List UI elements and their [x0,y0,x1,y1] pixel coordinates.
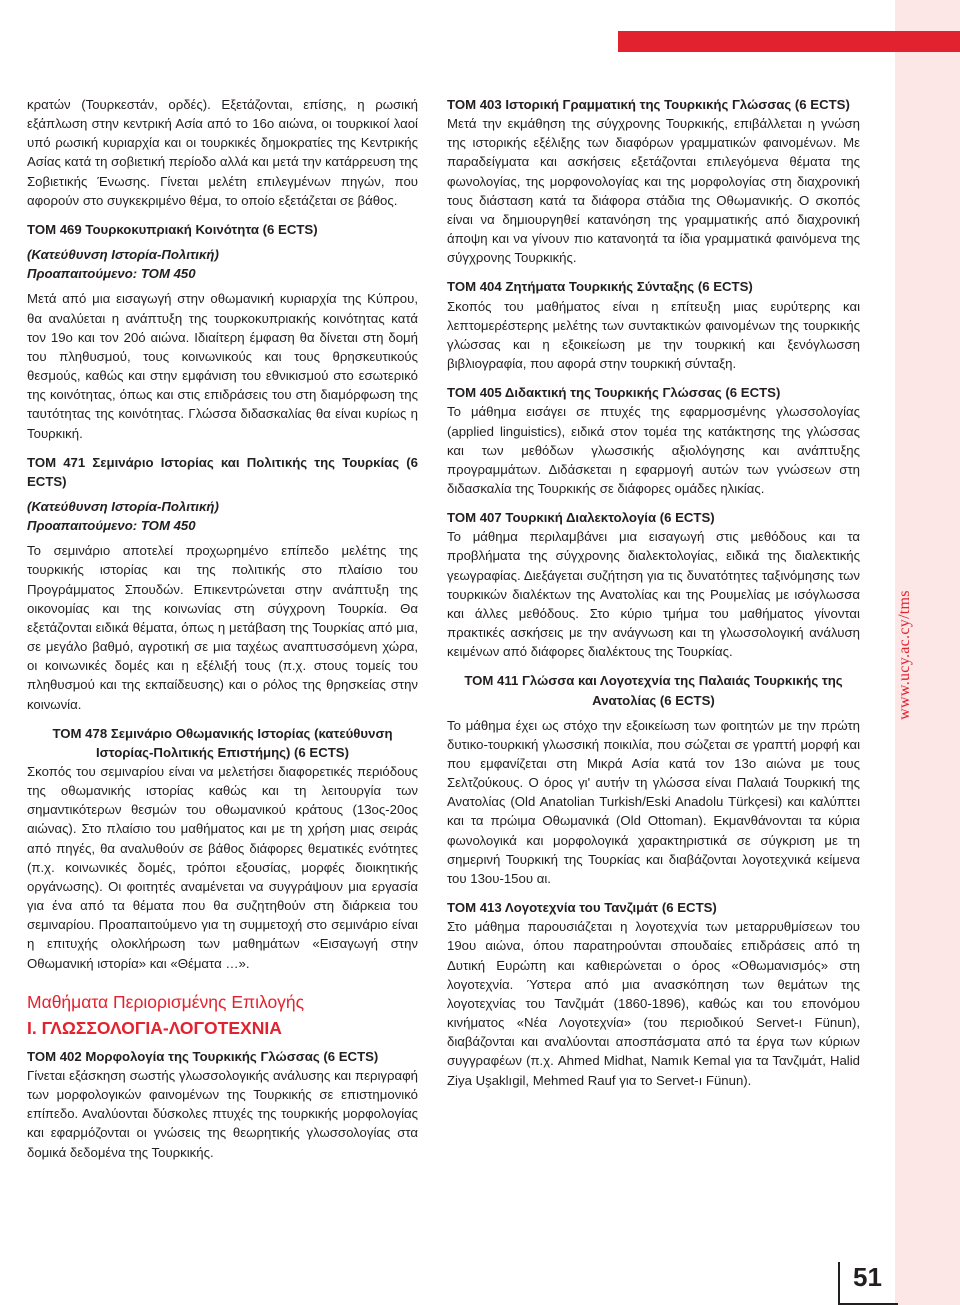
tom471-track: (Κατεύθυνση Ιστορία-Πολιτική) [27,498,219,514]
tom411-body: Το μάθημα έχει ως στόχο την εξοικείωση των φοιτητών με την πρώτη δυτικο-τουρκική γλωσσική ποικιλία, που σώζεται σε γραπτή μορφή και που εμφανίζεται στη Μικρά Ασία κατά τον 13ο αιώνα με τους Σελτζούκους. Ο όρος γι' αυτήν τη γλώσσα είναι Παλαιά Τουρκική της Ανατολίας (Old Anatolian Turkish/Eski Anadolu Türkçesi) και καλύπτει και τα πρώιμα Οθωμανικά (Old Ottoman). Εκμανθάνονται τα κύρια φωνολογικά και μορφολογικά χαρακτηριστικά σε σύγκριση με τη σημερινή Τουρκική της Τουρκίας και διαβάζονται λογοτεχνικά κείμενα του 13ου-15ου αι. [447,717,860,886]
intro-paragraph: κρατών (Τουρκεστάν, ορδές). Εξετάζονται, επίσης, η ρωσική εξάπλωση στην κεντρική Ασία από το 16ο αιώνα, οι τουρκικοί λαοί υπό ρωσική κυριαρχία και οι τουρκικές δημοκρατίες της Κεντρικής Ασίας κατά τη σοβιετική περίοδο αλλά και μετά την κατάρρευση της Σοβιετικής Ένωσης. Γίνεται μελέτη επιλεγμένων πηγών, που αφορούν στο συγκεκριμένο θέμα, το οποίο εξετάζεται σε βάθος. [27,97,418,208]
tom411-title-line1: ΤΟΜ 411 Γλώσσα και Λογοτεχνία της Παλαιάς Τουρκικής της [464,673,843,689]
tom469-body: Μετά από μια εισαγωγή στην οθωμανική κυριαρχία της Κύπρου, θα αναλύεται η ανάπτυξη της τουρκοκυπριακής κοινότητας κατά τον 19ο και τον 20ό αιώνα. Ιδιαίτερη έμφαση θα δίνεται στη δομή του πληθυσμού, τους κοινωνικούς και τους θρησκευτικούς θεσμούς, καθώς και στην εμφάνιση του εθνικισμού στο εσωτερικό της κοινότητας, όπως και στις επιδράσεις του στη διαμόρφωση της ταυτότητας της κοινότητας. Γλώσσα διδασκαλίας θα είναι κυρίως η Τουρκική. [27,291,418,441]
tom471-prereq: Προαπαιτούμενο: ΤΟΜ 450 [27,518,196,534]
left-column [27,95,418,1162]
tom471-body: Το σεμινάριο αποτελεί προχωρημένο επίπεδο μελέτης της τουρκικής ιστορίας και της πολιτικής στο πλαίσιο του Προγράμματος Σπουδών. Επικεντρώνεται στην ανάπτυξη της οικονομίας και της κοινωνίας στη σύγχρονη Τουρκία. Θα εξετάζονται ειδικά θέματα, όπως η μετάβαση της Τουρκίας από μια, σε μεγάλο βαθμό, αγροτική σε μια ταχέως αναπτυσσόμενη χώρα, οι κοινωνικές δομές και η εξέλιξή τους (π.χ. στους τομείς του πληθυσμού και της εκπαίδευσης) και ο ρόλος της θρησκείας στην κοινωνία. [27,543,418,712]
tom404-title: ΤΟΜ 404 Ζητήματα Τουρκικής Σύνταξης (6 ECTS) [447,279,753,295]
right-column [447,95,860,1090]
tom403-body: Μετά την εκμάθηση της σύγχρονης Τουρκικής, επιβάλλεται η γνώση της ιστορικής εξέλιξης των διαφόρων γραμματικών φαινομένων. Με παραδείγματα και ασκήσεις εξετάζονται επιλεγόμενα θέματα της φωνολογίας, της μορφονολογίας και της μορφολογίας στη διαχρονική τους διάσταση κατά τα διάφορα στάδια της Οθωμανικής. Ο σκοπός είναι να δημιουργηθεί κατανόηση της γραμματικής από διαχρονική άποψη και να γίνουν πιο κατανοητά τα ίδια γραμματικά φαινόμενα της σύγχρονης Τουρκικής. [447,116,860,266]
tom413-title: ΤΟΜ 413 Λογοτεχνία του Τανζιμάτ (6 ECTS) [447,900,717,916]
tom402-title: ΤΟΜ 402 Μορφολογία της Τουρκικής Γλώσσας (6 ECTS) [27,1048,379,1064]
tom478-title-line1: ΤΟΜ 478 Σεμινάριο Οθωμανικής Ιστορίας (κατεύθυνση [52,725,393,741]
page-number-rule-vertical [838,1262,840,1305]
tom469-title: ΤΟΜ 469 Τουρκοκυπριακή Κοινότητα (6 ECTS) [27,221,318,237]
tom402-body: Γίνεται εξάσκηση σωστής γλωσσολογικής ανάλυσης και περιγραφή των μορφολογικών φαινομένων της Τουρκικής σε επιστημονικό επίπεδο. Αναλύονται δύσκολες πτυχές της τουρκικής μορφολογίας και εφαρμόζονται οι γνώσεις της θεωρητικής γλωσσολογίας στα δομικά δεδομένα της Τουρκικής. [27,1067,418,1160]
top-accent-bar [618,31,960,52]
tom411-title-line2: Ανατολίας (6 ECTS) [592,692,715,708]
tom405-body: Το μάθημα εισάγει σε πτυχές της εφαρμοσμένης γλωσσολογίας (applied linguistics), ειδικά στον τομέα της κατάκτησης της γλώσσας και των μεθόδων γλωσσικής αξιολόγησης και ανάπτυξης προγραμμάτων. Διδάσκεται η εφαρμογή αυτών των γνώσεων στη διδασκαλία της Τουρκικής σε διάφορες ομάδες ηλικίας. [447,404,860,496]
tom478-title-line2: Ιστορίας-Πολιτικής Επιστήμης) (6 ECTS) [95,744,349,760]
section-title: Μαθήματα Περιορισμένης Επιλογής [27,991,305,1012]
tom403-title: ΤΟΜ 403 Ιστορική Γραμματική της Τουρκικής Γλώσσας (6 ECTS) [447,97,850,112]
tom469-prereq: Προαπαιτούμενο: ΤΟΜ 450 [27,266,196,282]
side-url-text: www.ucy.ac.cy/tms [896,590,913,720]
tom469-track: (Κατεύθυνση Ιστορία-Πολιτική) [27,247,219,263]
tom478-body: Σκοπός του σεμιναρίου είναι να μελετήσει διαφορετικές περιόδους της οθωμανικής ιστορίας καθώς και τη λειτουργία των σημαντικότερων θεσμών του οθωμανικού κράτους (13ος-20ος αιώνας). Στο πλαίσιο του μαθήματος και με τη χρήση μιας σειράς από πηγές, θα αναλυθούν σε βάθος διάφορες θεματικές ενότητες (π.χ. κοινωνικές δομές, τρόποι εξουσίας, μορφές διοικητικής οργάνωσης). Οι φοιτητές αναμένεται να συγγράψουν μια εργασία για ένα από τα θέματα που θα συζητηθούν στη διάρκεια του σεμιναρίου. Προαπαιτούμενο για τη συμμετοχή στο σεμινάριο είναι η επιτυχής ολοκλήρωση των μαθημάτων «Εισαγωγή στην Οθωμανική ιστορία» και «Θέματα …». [27,764,418,971]
section-subtitle: Ι. ΓΛΩΣΣΟΛΟΓΙΑ-ΛΟΓΟΤΕΧΝΙΑ [27,1017,282,1038]
tom413-body: Στο μάθημα παρουσιάζεται η λογοτεχνία των μεταρρυθμίσεων του 19ου αιώνα, όπου παρατηρούνται σπουδαίες επιδράσεις από τη Δυτική Ευρώπη και καθιερώνεται ο όρος «Οθωμανισμός» στη λογοτεχνία. Ύστερα από μια ανασκόπηση των θεμάτων της λογοτεχνίας του Τανζιμάτ (1860-1896), καθώς και του επονόμου κινήματος «Νέα Λογοτεχνία» (του περιοδικού Servet-ı Fünun), διαβάζονται και αναλύονται αποσπάσματα από τα έργα των κύριων συγγραφέων (π.χ. Ahmed Midhat, Namık Kemal για τα Τανζιμάτ, Halid Ziya Uşaklıgil, Mehmed Rauf για το Servet-ı Fünun). [447,919,860,1088]
tom471-title: ΤΟΜ 471 Σεμινάριο Ιστορίας και Πολιτικής της Τουρκίας (6 ECTS) [27,454,418,489]
tom405-title: ΤΟΜ 405 Διδακτική της Τουρκικής Γλώσσας (6 ECTS) [447,385,781,401]
tom407-body: Το μάθημα περιλαμβάνει μια εισαγωγή στις μεθόδους και τα προβλήματα της σύγχρονης διαλεκτολογίας, ειδικά της διαλεκτικής γεωγραφίας. Διεξάγεται συζήτηση για τις δυνατότητες ταξινόμησης των τουρκικών διαλέκτων της Ανατολίας και της Ρουμελίας με ισόγλωσσα και άλλες μεθόδους. Στο κύριο τμήμα του μαθήματος γίνονται πρακτικές ασκήσεις με την ανάγνωση και τη γλωσσολογική ανάλυση κειμένων από διάφορες διαλέκτους της Τουρκίας. [447,529,860,660]
tom404-body: Σκοπός του μαθήματος είναι η επίτευξη μιας ευρύτερης και λεπτομερέστερης μελέτης των συντακτικών φαινομένων της τουρκικής γλώσσας και η εξοικείωση με την τουρκική και ξενόγλωσση βιβλιογραφία, που αφορά στην τουρκική σύνταξη. [447,298,860,372]
tom407-title: ΤΟΜ 407 Τουρκική Διαλεκτολογία (6 ECTS) [447,510,715,526]
page-number: 51 [853,1262,882,1292]
